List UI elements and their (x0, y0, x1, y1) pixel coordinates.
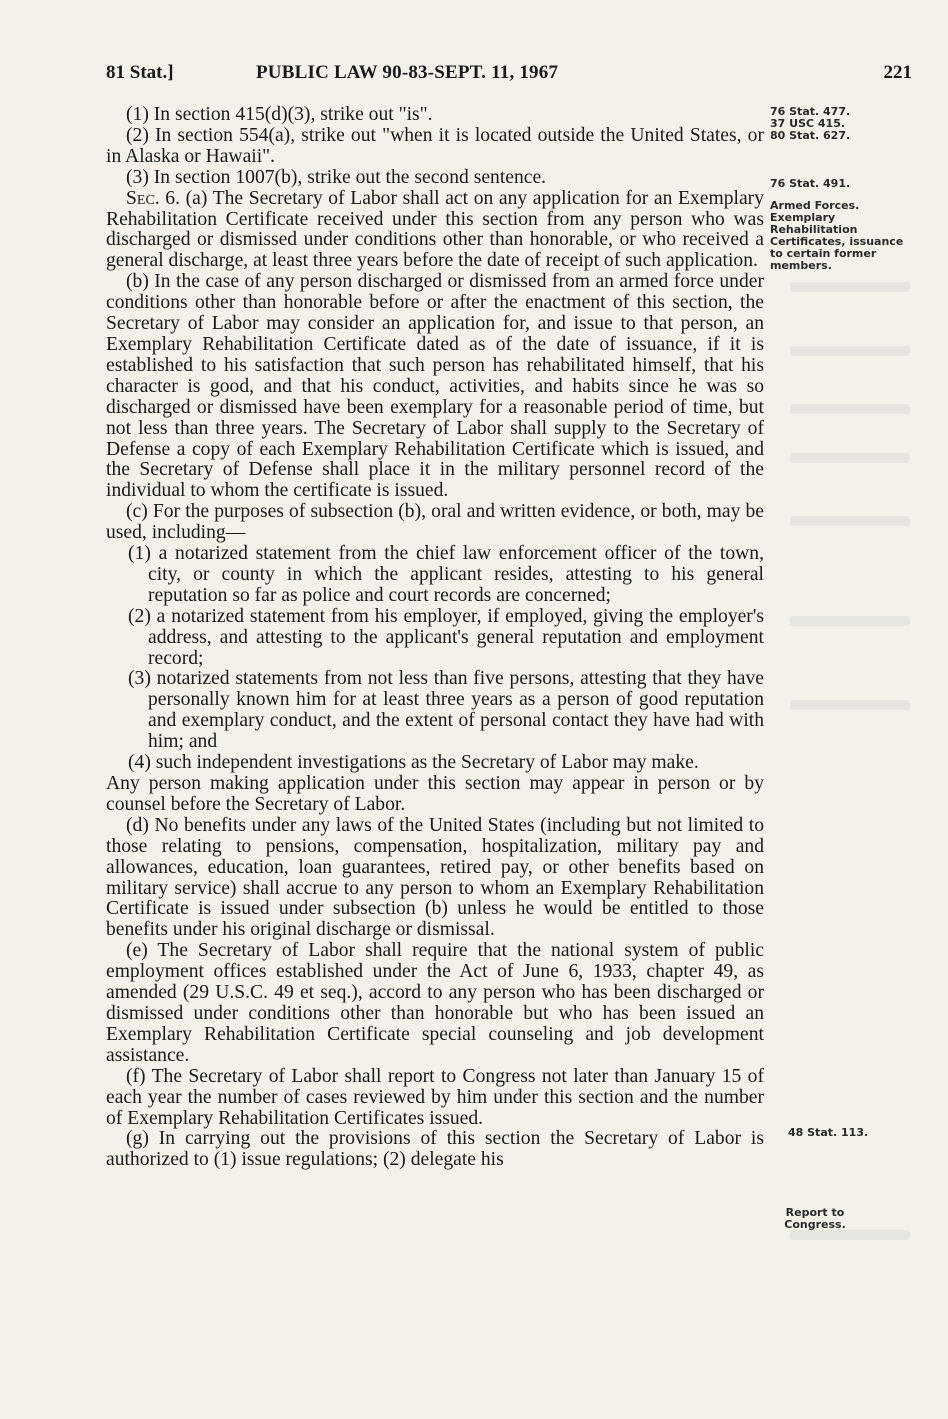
paragraph-text: (3) In section 1007(b), strike out the second sentence. (126, 166, 547, 188)
page-header (106, 62, 912, 90)
paragraph-text: (a) The Secretary of Labor shall act on any application for an Exemplary Rehabilitation Certificate received under this section from any person who was discharged or dismissed under conditions other than honorable, or who received a general discharge, at least three years before the date of receipt of such application. (106, 187, 764, 272)
paragraph (106, 189, 764, 273)
margin-note-text: 48 Stat. 113. (788, 1126, 869, 1139)
paragraph (106, 544, 764, 607)
margin-note-48-stat (788, 1127, 938, 1139)
bleed-through-mark (790, 453, 910, 463)
bleed-through-mark (790, 346, 910, 356)
paragraph (106, 816, 764, 941)
bleed-through-mark (790, 1230, 910, 1240)
paragraph-text: (1) a notarized statement from the chief law enforcement officer of the town, city, or county in which the applicant resides, attesting to his general reputation so far as police and court records are concerned; (128, 543, 764, 606)
margin-note-armed-forces (770, 200, 912, 272)
bleed-through-mark (790, 404, 910, 414)
paragraph-text: (2) a notarized statement from his employer, if employed, giving the employer's address, and attesting to the applicant's general reputation and employment record; (128, 605, 764, 669)
paragraph (106, 168, 764, 189)
paragraph (106, 1129, 764, 1171)
margin-note-stat-491 (770, 178, 920, 190)
bleed-through-mark (790, 282, 910, 292)
paragraph (106, 105, 764, 126)
paragraph-text: (b) In the case of any person discharged or dismissed from an armed force under conditions other than honorable before or after the enactment of this section, the Secretary of Labor may consider an application for, and issue to that person, an Exemplary Rehabilitation Certificate dated as of the date of issuance, if it is established to his satisfaction that such person has rehabilitated himself, that his character is good, and that his conduct, activities, and habits since he was so discharged or dismissed have been exemplary for a reasonable period of time, but not less than three years. The Secretary of Labor shall supply to the Secretary of Defense a copy of each Exemplary Rehabilitation Certificate which is issued, and the Secretary of Defense shall place it in the military personnel record of the individual to whom the certificate is issued. (106, 271, 764, 502)
bleed-through-mark (790, 616, 910, 626)
header-title: PUBLIC LAW 90-83-SEPT. 11, 1967 (256, 62, 559, 83)
margin-note-text: 76 Stat. 477. 37 USC 415. 80 Stat. 627. (770, 105, 851, 142)
margin-note-text: Armed Forces. Exemplary Rehabilitation Certificates, issuance to certain former members. (770, 199, 904, 272)
paragraph-text: (f) The Secretary of Labor shall report to Congress not later than January 15 of each year the number of cases reviewed by him under this section and the number of Exemplary Rehabilitation Certificates issued. (106, 1065, 764, 1129)
paragraph-text: (g) In carrying out the provisions of this section the Secretary of Labor is authorized to (1) issue regulations; (2) delegate his (106, 1128, 764, 1171)
paragraph-text: (3) notarized statements from not less than five persons, attesting that they have personally known him for at least three years as a person of good reputation and exemplary conduct, and the extent of personal contact they have had with him; and (128, 668, 764, 753)
paragraph-text: (e) The Secretary of Labor shall require that the national system of public employment offices established under the Act of June 6, 1933, chapter 49, as amended (29 U.S.C. 49 et seq.), accord to any person who has been discharged or dismissed under conditions other than honorable but who has been issued an Exemplary Rehabilitation Certificate special counseling and job development assistance. (106, 940, 764, 1066)
paragraph (106, 941, 764, 1066)
paragraph-text: (c) For the purposes of subsection (b), oral and written evidence, or both, may be used, including— (106, 501, 764, 544)
paragraph (106, 774, 764, 816)
paragraph (106, 669, 764, 753)
body-text (106, 105, 764, 1171)
margin-note-stat-refs (770, 106, 920, 142)
paragraph-text: Any person making application under this section may appear in person or by counsel before the Secretary of Labor. (106, 773, 764, 815)
page-number: 221 (883, 62, 912, 83)
bleed-through-mark (790, 700, 910, 710)
paragraph (106, 753, 764, 774)
paragraph (106, 607, 764, 670)
paragraph (106, 502, 764, 544)
paragraph-text: (d) No benefits under any laws of the United States (including but not limited to those relating to pensions, compensation, hospitalization, military pay and allowances, education, loan guarantees, retired pay, or other benefits based on military service) shall accrue to any person to whom an Exemplary Rehabilitation Certificate is issued under subsection (b) unless he would be entitled to those benefits under his original discharge or dismissal. (106, 814, 764, 941)
margin-note-text: Report to Congress. (784, 1206, 846, 1231)
paragraph (106, 1067, 764, 1130)
bleed-through-mark (790, 516, 910, 526)
margin-note-text: 76 Stat. 491. (770, 177, 851, 190)
paragraph-text: (4) such independent investigations as the Secretary of Labor may make. (128, 752, 699, 774)
header-stat: 81 Stat.] (106, 62, 174, 83)
paragraph-text: (1) In section 415(d)(3), strike out "is". (126, 104, 433, 125)
section-lead: Sec. 6. (126, 187, 180, 209)
margin-note-report (775, 1207, 855, 1231)
paragraph (106, 272, 764, 502)
paragraph (106, 126, 764, 168)
paragraph-text: (2) In section 554(a), strike out "when it is located outside the United States, or in Alaska or Hawaii". (106, 124, 764, 167)
